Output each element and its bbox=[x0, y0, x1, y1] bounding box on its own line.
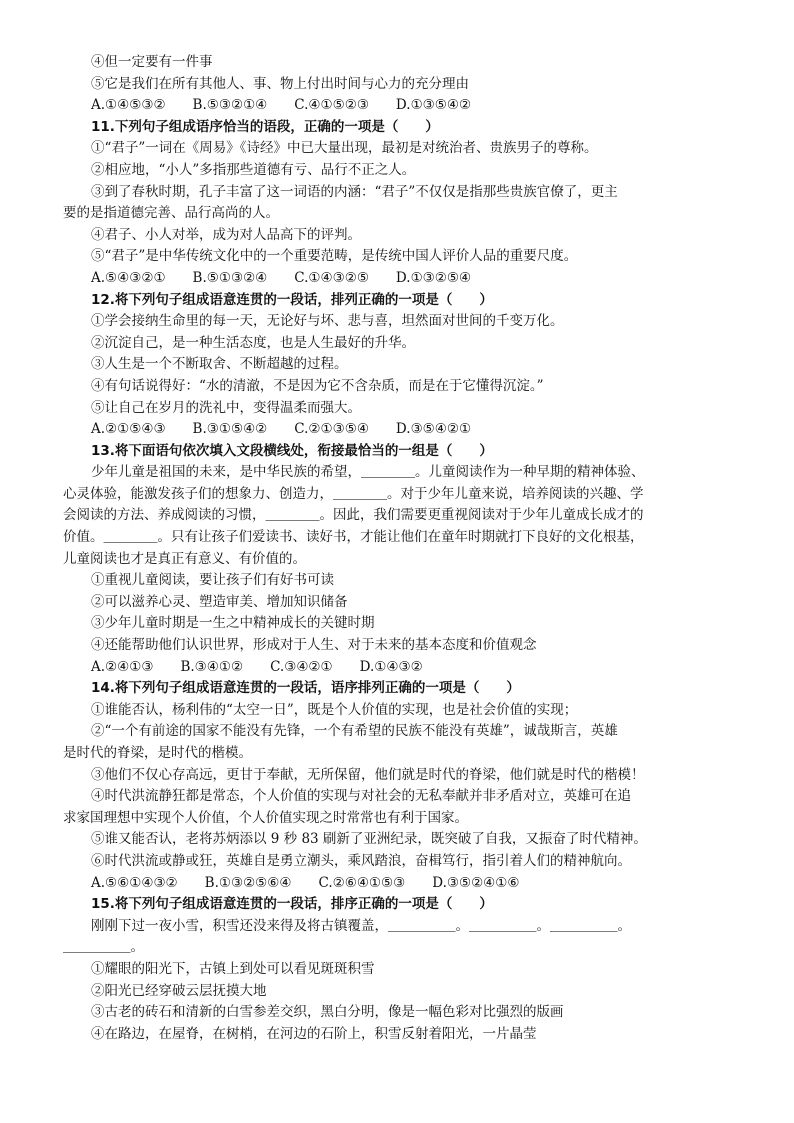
question-title: 12.将下列句子组成语意连贯的一段话，排列正确的一项是（ ） bbox=[91, 291, 493, 308]
sentence-item: ④有句话说得好：“水的清澈，不是因为它不含杂质，而是在于它懂得沉淀。” bbox=[91, 377, 544, 394]
sentence-item: ④君子、小人对举，成为对人品高下的评判。 bbox=[91, 226, 361, 243]
sentence-item: ③到了春秋时期，孔子丰富了这一词语的内涵：“君子”不仅仅是指那些贵族官僚了，更主 bbox=[91, 183, 618, 200]
sentence-item: ③人生是一个不断取舍、不断超越的过程。 bbox=[91, 356, 348, 373]
answer-options: A.①④⑤③② B.⑤③②①④ C.④①⑤②③ D.①③⑤④② bbox=[91, 97, 472, 114]
paragraph-continuation: 要的是指道德完善、品行高尚的人。 bbox=[63, 205, 279, 222]
paragraph-continuation: 儿童阅读也才是真正有意义、有价值的。 bbox=[63, 550, 306, 567]
sentence-item: ①谁能否认，杨利伟的“太空一日”，既是个人价值的实现，也是社会价值的实现； bbox=[91, 701, 578, 718]
sentence-item: ④还能帮助他们认识世界，形成对于人生、对于未来的基本态度和价值观念 bbox=[91, 637, 537, 654]
answer-options: A.②④①③ B.③④①② C.③④②① D.①④③② bbox=[91, 658, 423, 675]
sentence-item: ②相应地，“小人”多指那些道德有亏、品行不正之人。 bbox=[91, 161, 416, 178]
sentence-item: ②“一个有前途的国家不能没有先锋，一个有希望的民族不能没有英雄”，诚哉斯言，英雄 bbox=[91, 723, 618, 740]
paragraph-continuation: 是时代的脊梁，是时代的楷模。 bbox=[63, 745, 252, 761]
sentence-item: ④但一定要有一件事 bbox=[91, 54, 213, 70]
sentence-item: ⑤让自己在岁月的洗礼中，变得温柔而强大。 bbox=[91, 399, 361, 416]
paragraph-continuation: 价值。＿＿＿＿。只有让孩子们爱读书、读好书，才能让他们在童年时期就打下良好的文化根基， bbox=[63, 529, 644, 546]
document-page bbox=[0, 52, 794, 1045]
sentence-item: ②阳光已经穿破云层抚摸大地 bbox=[91, 982, 267, 999]
sentence-item: ①耀眼的阳光下，古镇上到处可以看见斑斑积雪 bbox=[91, 960, 375, 977]
paragraph-continuation: 心灵体验，能激发孩子们的想象力、创造力，＿＿＿＿。对于少年儿童来说，培养阅读的兴趣、学 bbox=[63, 485, 644, 502]
question-title: 14.将下列句子组成语意连贯的一段话，语序排列正确的一项是（ ） bbox=[91, 680, 520, 697]
sentence-item: ③他们不仅心存高远，更甘于奉献，无所保留，他们就是时代的脊梁，他们就是时代的楷模！ bbox=[91, 766, 645, 783]
sentence-item: ⑥时代洪流或静或狂，英雄自是勇立潮头，乘风踏浪，奋楫笃行，指引着人们的精神航向。 bbox=[91, 852, 631, 869]
question-title: 15.将下列句子组成语意连贯的一段话，排序正确的一项是（ ） bbox=[91, 896, 493, 913]
sentence-item: ②沉淀自己，是一种生活态度，也是人生最好的升华。 bbox=[91, 334, 415, 351]
sentence-item: ⑤它是我们在所有其他人、事、物上付出时间与心力的充分理由 bbox=[91, 75, 469, 92]
sentence-item: ⑤谁又能否认，老将苏炳添以 9 秒 83 刷新了亚洲纪录，既突破了自我，又振奋了时代精神。 bbox=[91, 831, 647, 848]
answer-options: A.⑤⑥①④③② B.①③②⑤⑥④ C.②⑥④①⑤③ D.③⑤②④①⑥ bbox=[91, 874, 520, 891]
question-title: 13.将下面语句依次填入文段横线处，衔接最恰当的一组是（ ） bbox=[91, 442, 493, 459]
sentence-item: ④在路边，在屋脊，在树梢，在河边的石阶上，积雪反射着阳光，一片晶莹 bbox=[91, 1025, 537, 1042]
sentence-item: ④时代洪流静狂都是常态，个人价值的实现与对社会的无私奉献并非矛盾对立，英雄可在追 bbox=[91, 788, 631, 805]
sentence-item: ①“君子”一词在《周易》《诗经》中已大量出现，最初是对统治者、贵族男子的尊称。 bbox=[91, 140, 598, 157]
paragraph-continuation: 求家国理想中实现个人价值，个人价值实现之时常常也有利于国家。 bbox=[63, 809, 468, 826]
sentence-item: ①学会接纳生命里的每一天，无论好与坏、悲与喜，坦然面对世间的千变万化。 bbox=[91, 313, 564, 330]
sentence-item: ⑤“君子”是中华传统文化中的一个重要范畴，是传统中国人评价人品的重要尺度。 bbox=[91, 248, 578, 265]
paragraph-continuation: ＿＿＿＿＿。 bbox=[63, 939, 144, 956]
sentence-item: 刚刚下过一夜小雪，积雪还没来得及将古镇覆盖，＿＿＿＿＿。＿＿＿＿＿。＿＿＿＿＿。 bbox=[91, 917, 631, 934]
sentence-item: ①重视儿童阅读，要让孩子们有好书可读 bbox=[91, 572, 334, 589]
sentence-item: ③古老的砖石和清新的白雪参差交织，黑白分明，像是一幅色彩对比强烈的版画 bbox=[91, 1004, 564, 1021]
sentence-item: ③少年儿童时期是一生之中精神成长的关键时期 bbox=[91, 615, 375, 632]
answer-options: A.②①⑤④③ B.③①⑤④② C.②①③⑤④ D.③⑤④②① bbox=[91, 421, 472, 438]
question-title: 11.下列句子组成语序恰当的语段，正确的一项是（ ） bbox=[91, 118, 439, 135]
paragraph-continuation: 会阅读的方法、养成阅读的习惯，＿＿＿＿。因此，我们需要更重视阅读对于少年儿童成长成才的 bbox=[63, 507, 644, 524]
sentence-item: ②可以滋养心灵、塑造审美、增加知识储备 bbox=[91, 593, 348, 610]
answer-options: A.⑤④③②① B.⑤①③②④ C.①④③②⑤ D.①③②⑤④ bbox=[91, 269, 472, 286]
sentence-item: 少年儿童是祖国的未来，是中华民族的希望，＿＿＿＿。儿童阅读作为一种早期的精神体验、 bbox=[91, 464, 645, 481]
